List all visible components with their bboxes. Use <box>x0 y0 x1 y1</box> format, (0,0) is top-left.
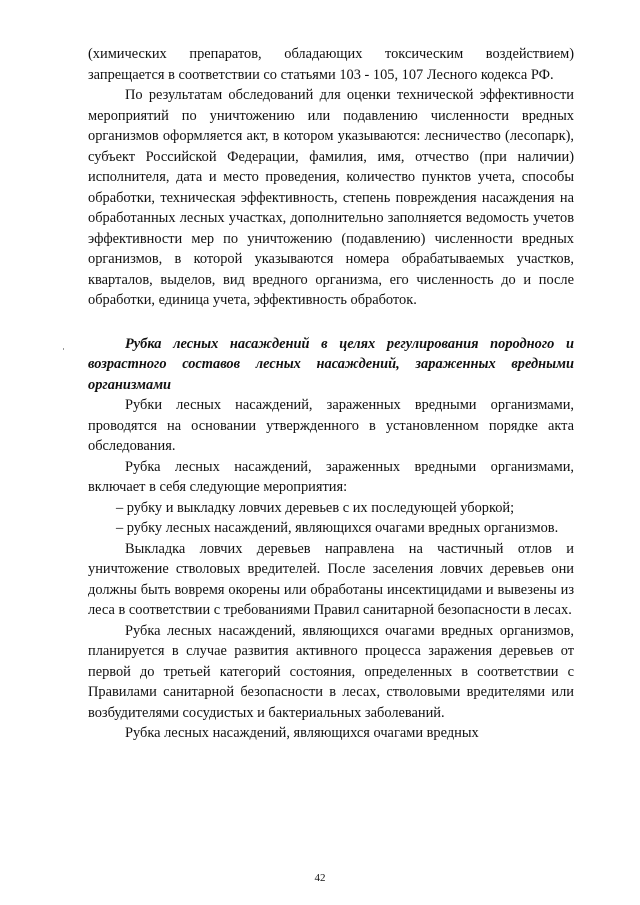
paragraph-felling-measures: Рубка лесных насаждений, зараженных вредными организмами, включает в себя следующие мероприятия: <box>88 458 574 495</box>
section-heading: Рубка лесных насаждений в целях регулирования породного и возрастного составов лесных насаждений, зараженных вредными организмами <box>88 335 574 393</box>
paragraph-felling-basis: Рубки лесных насаждений, зараженных вредными организмами, проводятся на основании утвержденного в установленном порядке акта обследования. <box>88 397 574 454</box>
section-spacer <box>88 311 574 334</box>
paragraph-chemicals-prohibition: (химических препаратов, обладающих токсическим воздействием) запрещается в соответствии со статьями 103 - 105, 107 Лесного кодекса РФ. <box>88 46 574 83</box>
document-body <box>88 44 574 744</box>
list-item-outbreak-felling: – рубку лесных насаждений, являющихся очагами вредных организмов. <box>116 520 559 536</box>
list-item-trap-trees: – рубку и выкладку ловчих деревьев с их последующей уборкой; <box>116 499 515 516</box>
page-number: 42 <box>314 872 326 884</box>
paragraph-inspection-act: По результатам обследований для оценки технической эффективности мероприятий по уничтожению или подавлению численности вредных организмов оформляется акт, в котором указываются: лесничество (лесопарк), субъект Российской Федерации, фамилия, имя, отчество (при наличии) исполнителя, дата и место проведения, количество пунктов учета, способы обработки, техническая эффективность, степень повреждения насаждения на обработанных лесных участках, дополнительно заполняется ведомость учетов эффективности мер по уничтожению (подавлению) численности вредных организмов, в которой указываются номера обрабатываемых участков, кварталов, выделов, вид вредного организма, его численность до и после обработки, единица учета, эффективность обработок. <box>88 87 574 308</box>
scan-margin-mark <box>63 348 64 350</box>
paragraph-outbreak-planning: Рубка лесных насаждений, являющихся очагами вредных организмов, планируется в случае развития активного процесса заражения деревьев от первой до третьей категорий состояния, определенных в соответствии с Правилами санитарной безопасности в лесах, стволовыми вредителями или возбудителями сосудистых и бактериальных заболеваний. <box>88 622 574 721</box>
paragraph-trap-trees: Выкладка ловчих деревьев направлена на частичный отлов и уничтожение стволовых вредителей. После заселения ловчих деревьев они должны быть вовремя окорены или обработаны инсектицидами и вывезены из леса в соответствии с требованиями Правил санитарной безопасности в лесах. <box>88 540 574 618</box>
paragraph-continued: Рубка лесных насаждений, являющихся очагами вредных <box>125 725 479 741</box>
